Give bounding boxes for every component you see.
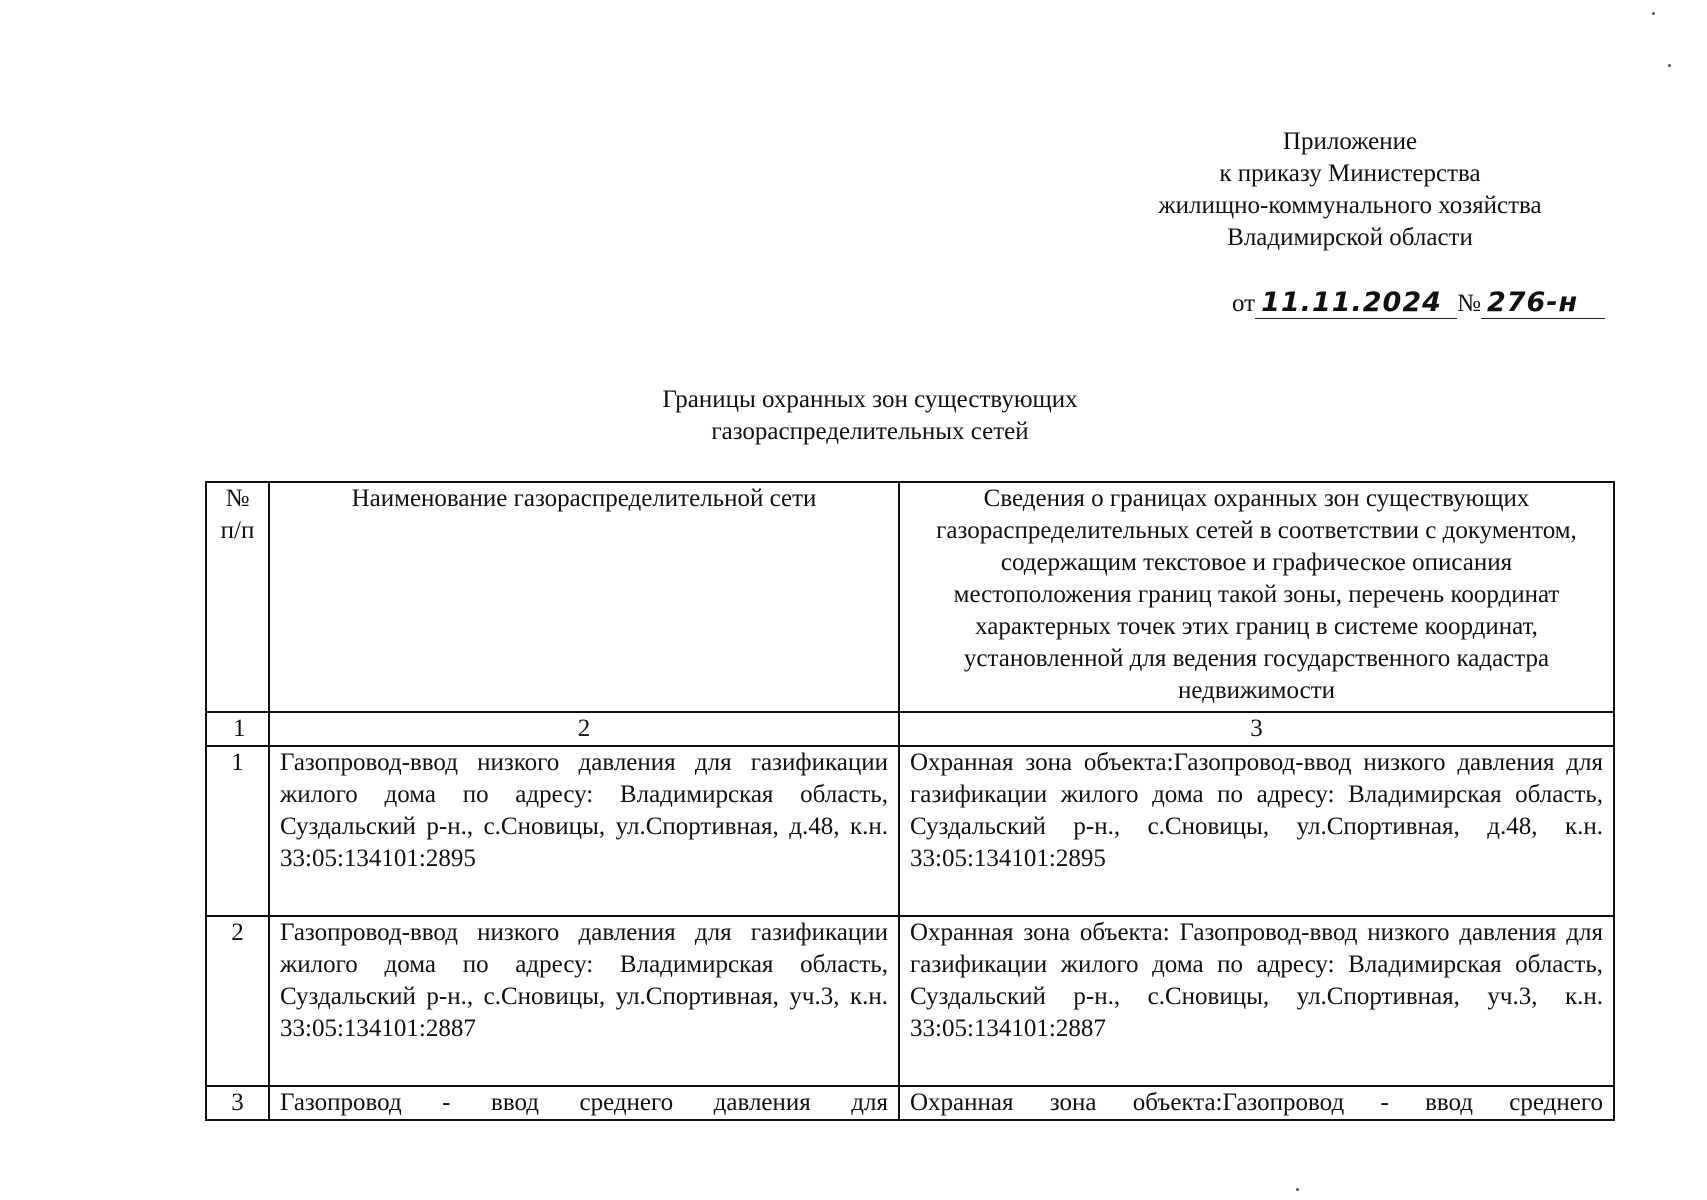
row-zone-info: Охранная зона объекта: Газопровод-ввод низкого давления для газификации жилого дома по адресу: Владимирская область, Суздальский р-н., с.Сновицы, ул.Спортивная, уч.3, к.н. 33:05:134101:2887 xyxy=(899,916,1614,1086)
appendix-line: жилищно-коммунального хозяйства xyxy=(1158,192,1542,219)
appendix-line: Владимирской области xyxy=(1227,224,1473,251)
row-network-name: Газопровод - ввод среднего давления для xyxy=(269,1086,899,1120)
appendix-block xyxy=(1130,126,1570,254)
row-number: 2 xyxy=(206,916,269,1086)
order-date-handwritten: 11.11.2024 xyxy=(1255,288,1457,319)
row-number: 3 xyxy=(206,1086,269,1120)
column-index-row xyxy=(206,712,1614,746)
order-number-label: № xyxy=(1457,290,1481,317)
header-network-name: Наименование газораспределительной сети xyxy=(269,482,899,712)
header-number: № п/п xyxy=(206,482,269,712)
appendix-line: к приказу Министерства xyxy=(1219,160,1481,187)
title-line: газораспределительных сетей xyxy=(711,418,1029,445)
header-zone-info: Сведения о границах охранных зон существующих газораспределительных сетей в соответствии с документом, содержащим текстовое и графическое описания местоположения границ такой зоны, перечень координат характерных точек этих границ в системе координат, установленной для ведения государственного кадастра недвижимости xyxy=(899,482,1614,712)
title-line: Границы охранных зон существующих xyxy=(662,386,1078,413)
order-reference xyxy=(1232,288,1605,320)
table-header-row xyxy=(206,482,1614,712)
scan-speck xyxy=(1668,64,1671,67)
table-row xyxy=(206,916,1614,1086)
appendix-line: Приложение xyxy=(1282,128,1418,155)
row-zone-info: Охранная зона объекта:Газопровод - ввод среднего xyxy=(899,1086,1614,1120)
column-index: 2 xyxy=(269,712,899,746)
protection-zones-table xyxy=(205,481,1615,1121)
table-row xyxy=(206,746,1614,916)
scan-speck xyxy=(1296,1188,1299,1191)
column-index: 1 xyxy=(206,712,269,746)
row-number: 1 xyxy=(206,746,269,916)
row-network-name: Газопровод-ввод низкого давления для газификации жилого дома по адресу: Владимирская область, Суздальский р-н., с.Сновицы, ул.Спортивная, д.48, к.н. 33:05:134101:2895 xyxy=(269,746,899,916)
row-network-name: Газопровод-ввод низкого давления для газификации жилого дома по адресу: Владимирская область, Суздальский р-н., с.Сновицы, ул.Спортивная, уч.3, к.н. 33:05:134101:2887 xyxy=(269,916,899,1086)
order-from-label: от xyxy=(1232,290,1256,317)
order-number-handwritten: 276-н xyxy=(1481,288,1605,319)
row-zone-info: Охранная зона объекта:Газопровод-ввод низкого давления для газификации жилого дома по адресу: Владимирская область, Суздальский р-н., с.Сновицы, ул.Спортивная, д.48, к.н. 33:05:134101:2895 xyxy=(899,746,1614,916)
scan-speck xyxy=(1652,12,1655,15)
document-title xyxy=(500,384,1240,448)
column-index: 3 xyxy=(899,712,1614,746)
table-row xyxy=(206,1086,1614,1120)
